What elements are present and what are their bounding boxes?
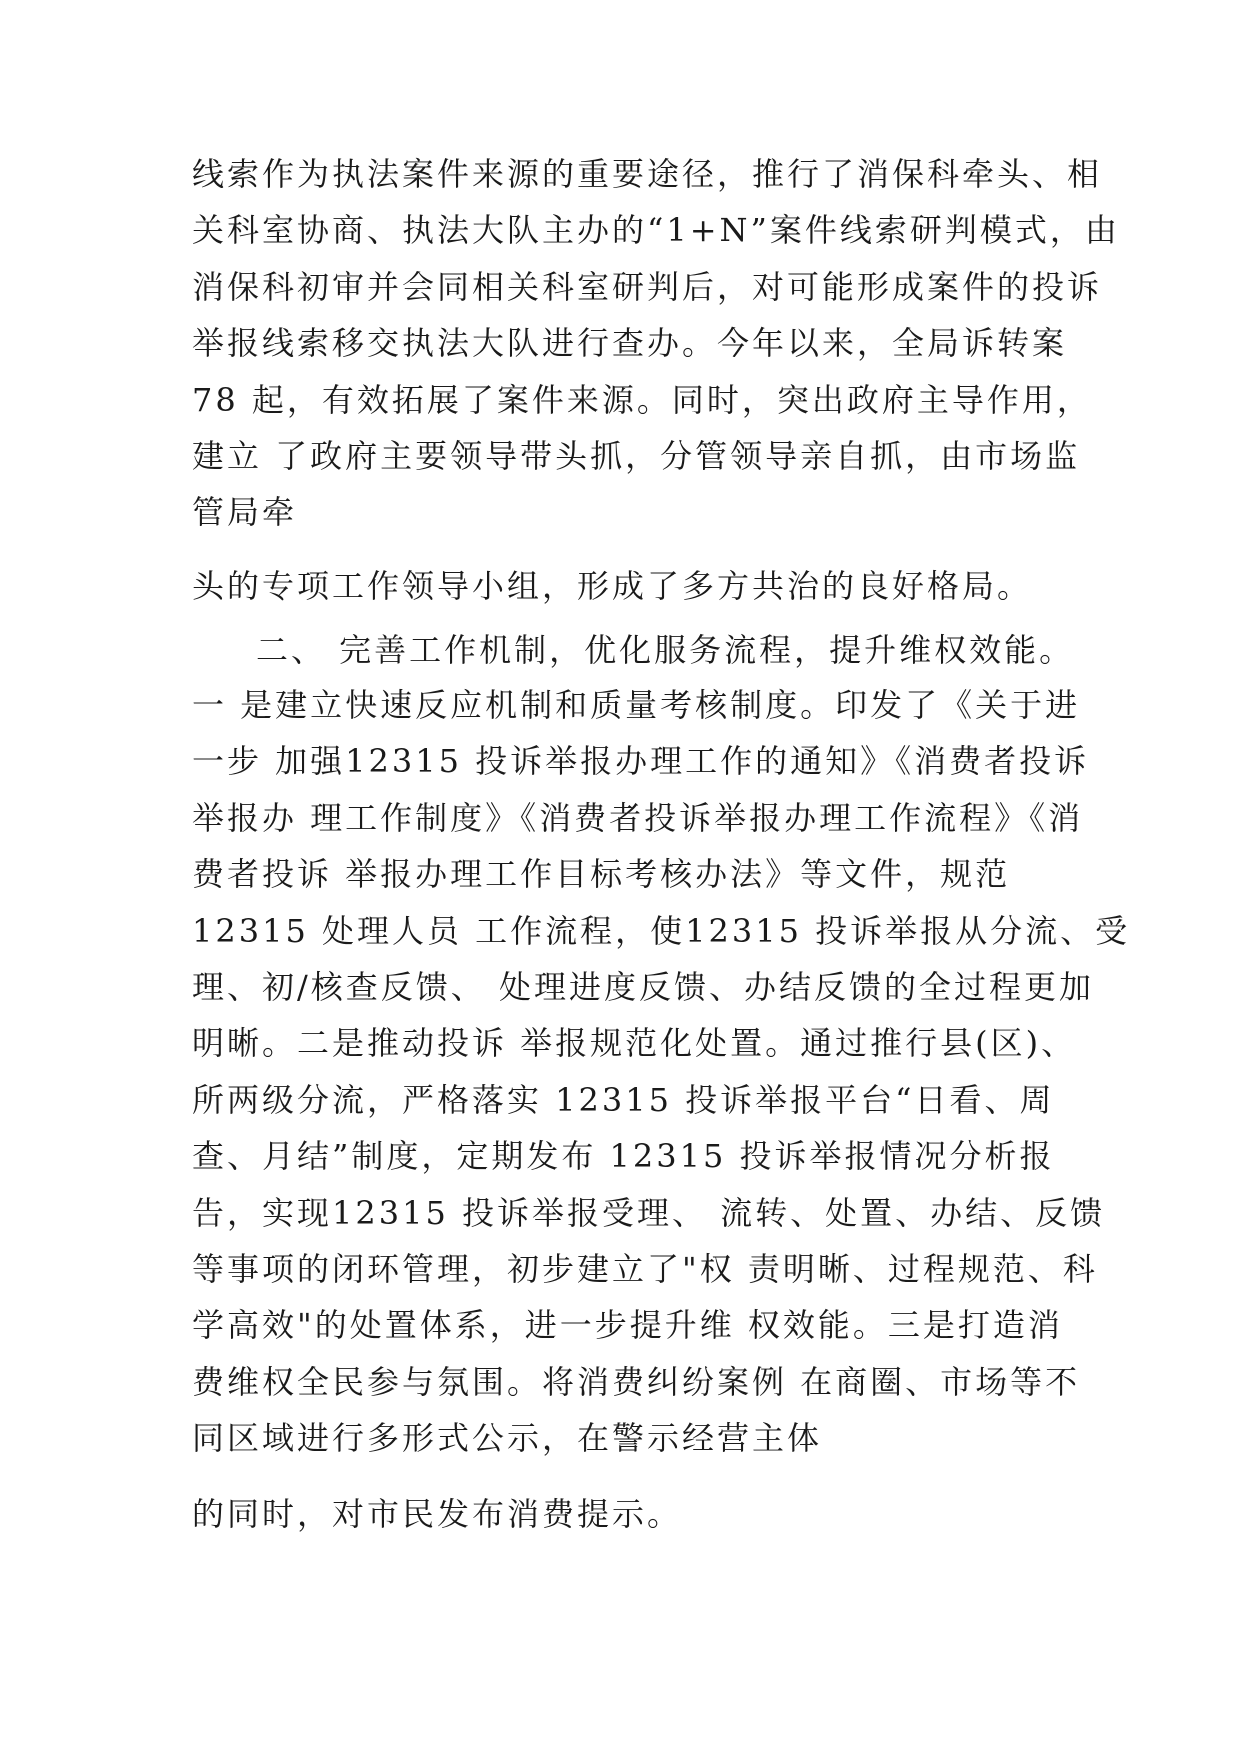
text-line: 学高效"的处置体系，进一步提升维 权效能。三是打造消: [192, 1306, 1063, 1344]
text-line: 所两级分流，严格落实 12315 投诉举报平台“日看、周: [192, 1081, 1055, 1119]
section-heading: 二、 完善工作机制，优化服务流程，提升维权效能。: [256, 631, 1075, 669]
text-line: 头的专项工作领导小组，形成了多方共治的良好格局。: [192, 567, 1033, 605]
text-line: 费维权全民参与氛围。将消费纠纷案例 在商圈、市场等不: [192, 1363, 1081, 1401]
text-line: 建立 了政府主要领导带头抓，分管领导亲自抓，由市场监: [192, 437, 1081, 475]
text-line: 举报办 理工作制度》《消费者投诉举报办理工作流程》《消: [192, 799, 1084, 837]
text-line: 线索作为执法案件来源的重要途径，推行了消保科牵头、相: [192, 155, 1103, 193]
text-line: 的同时，对市民发布消费提示。: [192, 1495, 683, 1533]
text-line: 同区域进行多形式公示，在警示经营主体: [192, 1419, 823, 1457]
text-line: 理、初/核查反馈、 处理进度反馈、办结反馈的全过程更加: [192, 968, 1094, 1006]
text-line: 78 起，有效拓展了案件来源。同时，突出政府主导作用，: [192, 381, 1092, 419]
text-line: 查、月结”制度，定期发布 12315 投诉举报情况分析报: [192, 1137, 1055, 1175]
text-line: 告，实现12315 投诉举报受理、 流转、处置、办结、反馈: [192, 1194, 1106, 1232]
text-line: 明晰。二是推动投诉 举报规范化处置。通过推行县(区)、: [192, 1024, 1077, 1062]
text-line: 一 是建立快速反应机制和质量考核制度。印发了《关于进: [192, 686, 1081, 724]
text-line: 管局牵: [192, 493, 298, 531]
text-line: 关科室协商、执法大队主办的“1+N”案件线索研判模式，由: [192, 211, 1120, 249]
text-line: 举报线索移交执法大队进行查办。今年以来，全局诉转案: [192, 324, 1068, 362]
text-line: 费者投诉 举报办理工作目标考核办法》等文件，规范: [192, 855, 1011, 893]
text-line: 等事项的闭环管理，初步建立了"权 责明晰、过程规范、科: [192, 1250, 1098, 1288]
text-line: 12315 处理人员 工作流程，使12315 投诉举报从分流、受: [192, 912, 1131, 950]
text-line: 消保科初审并会同相关科室研判后，对可能形成案件的投诉: [192, 268, 1103, 306]
text-line: 一步 加强12315 投诉举报办理工作的通知》《消费者投诉: [192, 742, 1090, 780]
